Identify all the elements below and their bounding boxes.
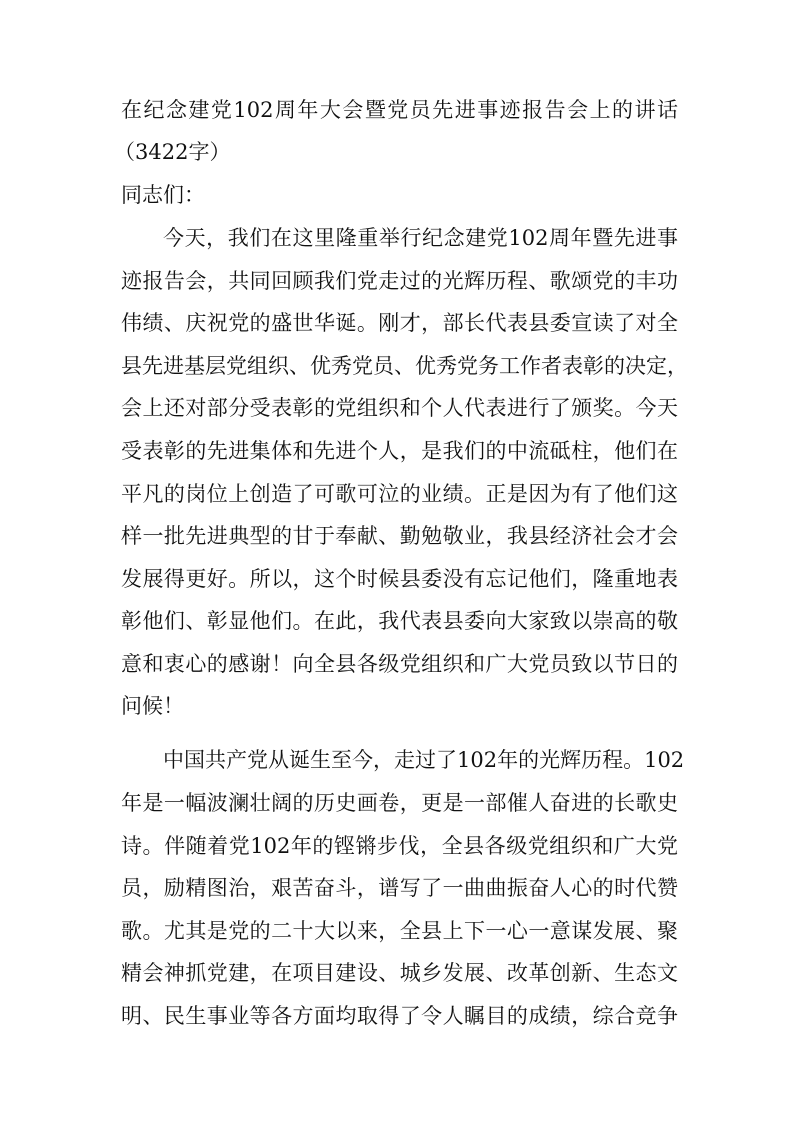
text-line: 今天，我们在这里隆重举行纪念建党102周年暨先进事 bbox=[163, 226, 678, 250]
text-line: 明、民生事业等各方面均取得了令人瞩目的成绩，综合竞争 bbox=[121, 1004, 678, 1028]
text-line: 平凡的岗位上创造了可歌可泣的业绩。正是因为有了他们这 bbox=[121, 482, 678, 506]
text-line: 歌。尤其是党的二十大以来，全县上下一心一意谋发展、聚 bbox=[121, 919, 678, 943]
text-line: 员，励精图治，艰苦奋斗，谱写了一曲曲振奋人心的时代赞 bbox=[121, 876, 678, 900]
text-line: 意和衷心的感谢！向全县各级党组织和广大党员致以节日的 bbox=[121, 652, 678, 676]
text-line: 样一批先进典型的甘于奉献、勤勉敬业，我县经济社会才会 bbox=[121, 524, 678, 548]
text-line: 发展得更好。所以，这个时候县委没有忘记他们，隆重地表 bbox=[121, 567, 678, 591]
text-line: 受表彰的先进集体和先进个人，是我们的中流砥柱，他们在 bbox=[121, 439, 678, 463]
text-line: 县先进基层党组织、优秀党员、优秀党务工作者表彰的决定， bbox=[121, 354, 688, 378]
text-line: 彰他们、彰显他们。在此，我代表县委向大家致以崇高的敬 bbox=[121, 609, 678, 633]
text-line: 年是一幅波澜壮阔的历史画卷，更是一部催人奋进的长歌史 bbox=[121, 791, 678, 815]
salutation: 同志们： bbox=[121, 183, 205, 207]
text-line: 问候！ bbox=[121, 694, 184, 718]
word-count: （3422字） bbox=[114, 140, 231, 164]
text-line: 迹报告会，共同回顾我们党走过的光辉历程、歌颂党的丰功 bbox=[121, 269, 678, 293]
text-line: 精会神抓党建，在项目建设、城乡发展、改革创新、生态文 bbox=[121, 961, 678, 985]
text-line: 伟绩、庆祝党的盛世华诞。刚才，部长代表县委宣读了对全 bbox=[121, 311, 678, 335]
text-line: 中国共产党从诞生至今，走过了102年的光辉历程。102 bbox=[163, 748, 685, 772]
text-line: 诗。伴随着党102年的铿锵步伐，全县各级党组织和广大党 bbox=[121, 834, 678, 858]
text-line: 会上还对部分受表彰的党组织和个人代表进行了颁奖。今天 bbox=[121, 396, 678, 420]
document-title: 在纪念建党102周年大会暨党员先进事迹报告会上的讲话 bbox=[121, 98, 678, 122]
